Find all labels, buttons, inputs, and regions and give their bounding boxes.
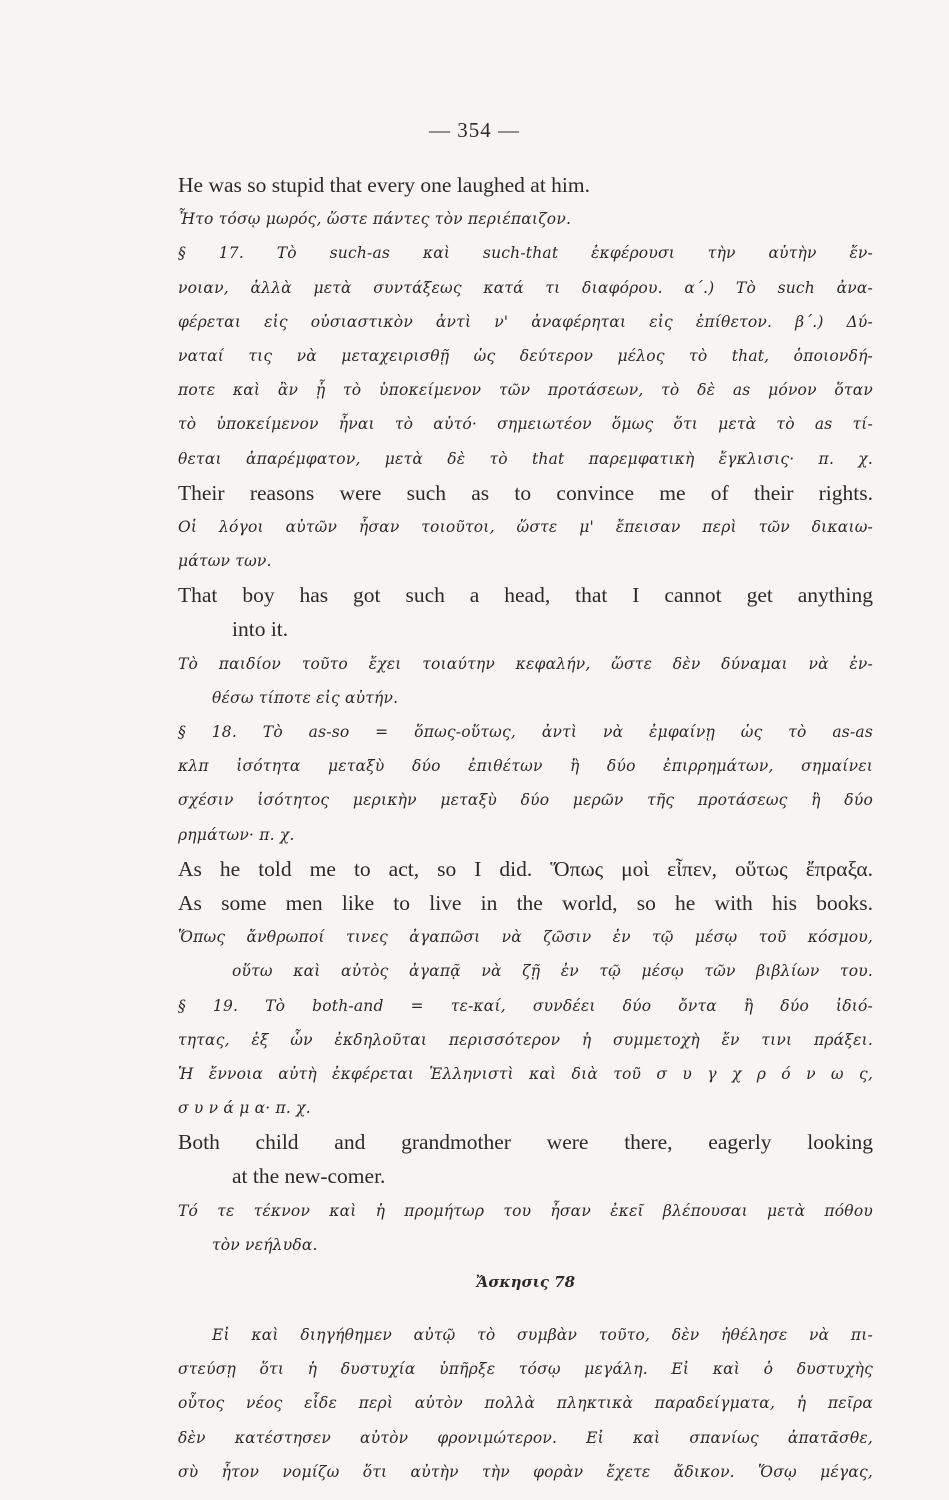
main-text [178,168,873,1262]
text-line: φέρεται εἰς οὐσιαστικὸν ἀντὶ ν' ἀναφέρηται εἰς ἐπίθετον. β΄.) Δύ- [178,312,873,331]
text-line: § 18. Τὸ as-so = ὅπως-οὕτως, ἀντὶ νὰ ἐμφαίνῃ ὡς τὸ as-as [178,723,873,741]
text-line: He was so stupid that every one laughed at him. [178,173,590,197]
page-body [178,168,873,1489]
text-line: κλπ ἰσότητα μεταξὺ δύο ἐπιθέτων ἢ δύο ἐπιρρημάτων, σημαίνει [178,757,873,776]
exercise-line: σὺ ἦτον νομίζω ὅτι αὐτὴν τὴν φορὰν ἔχετε ἄδικον. Ὅσῳ μέγας, [178,1462,873,1481]
text-line: § 19. Τὸ both-and = τε-καί, συνδέει δύο ὄντα ἢ δύο ἰδιό- [178,996,873,1015]
text-line: into it. [232,617,289,642]
text-line: ποτε καὶ ἂν ᾖ τὸ ὑποκείμενον τῶν προτάσεων, τὸ δὲ as μόνον ὅταν [178,381,873,400]
text-line: at the new-comer. [232,1164,386,1189]
exercise-heading: Ἄσκησις 78 [475,1273,576,1291]
text-line: μάτων των. [178,552,272,571]
exercise-line: στεύσῃ ὅτι ἡ δυστυχία ὑπῆρξε τόσῳ μεγάλη. Εἰ καὶ ὁ δυστυχὴς [178,1360,873,1379]
text-line: τὸ ὑποκείμενον ἦναι τὸ αὐτό· σημειωτέον ὅμως ὅτι μετὰ τὸ as τί- [178,415,873,434]
text-line: θέσω τίποτε εἰς αὐτήν. [212,688,399,707]
text-line: Ἦτο τόσῳ μωρός, ὥστε πάντες τὸν περιέπαιζον. [178,210,572,229]
text-line: As he told me to act, so I did. Ὅπως μοὶ εἶπεν, οὕτως ἔπραξα. [178,856,873,881]
text-line: Οἱ λόγοι αὐτῶν ἦσαν τοιοῦτοι, ὥστε μ' ἔπεισαν περὶ τῶν δικαιω- [178,517,873,536]
text-line: ρημάτων· π. χ. [178,825,295,844]
exercise-line: Εἰ καὶ διηγήθημεν αὐτῷ τὸ συμβὰν τοῦτο, δὲν ἠθέλησε νὰ πι- [212,1326,873,1344]
text-line: Both child and grandmother were there, eagerly looking [178,1130,873,1155]
text-line: τὸν νεήλυδα. [212,1235,318,1254]
text-line: οὕτω καὶ αὐτὸς ἀγαπᾷ νὰ ζῇ ἐν τῷ μέσῳ τῶν βιβλίων του. [232,962,873,981]
text-line: νοιαν, ἀλλὰ μετὰ συντάξεως κατά τι διαφόρου. α΄.) Τὸ such ἀνα- [178,278,873,297]
text-line: As some men like to live in the world, so he with his books. [178,890,873,915]
text-line: θεται ἀπαρέμφατον, μετὰ δὲ τὸ that παρεμφατικὴ ἔγκλισις· π. χ. [178,449,873,468]
text-line: σχέσιν ἰσότητος μερικὴν μεταξὺ δύο μερῶν τῆς προτάσεως ἢ δύο [178,791,873,810]
exercise-heading-row [178,1262,873,1302]
text-line: ναταί τις νὰ μεταχειρισθῇ ὡς δεύτερον μέλος τὸ that, ὁποιονδή- [178,346,873,365]
text-line: Ἡ ἔννοια αὐτὴ ἐκφέρεται Ἑλληνιστὶ καὶ διὰ τοῦ σ υ γ χ ρ ό ν ω ς, [178,1064,873,1083]
text-line: Τό τε τέκνον καὶ ἡ προμήτωρ του ἦσαν ἐκεῖ βλέπουσαι μετὰ πόθου [178,1201,873,1220]
exercise-line: οὗτος νέος εἶδε περὶ αὐτὸν πολλὰ πληκτικὰ παραδείγματα, ἡ πεῖρα [178,1394,873,1413]
spacer [178,1302,873,1318]
text-line: Their reasons were such as to convince me of their rights. [178,480,873,505]
text-line: σ υ ν ά μ α· π. χ. [178,1099,311,1118]
text-line: That boy has got such a head, that I cannot get anything [178,583,873,608]
exercise-line: δὲν κατέστησεν αὐτὸν φρονιμώτερον. Εἰ καὶ σπανίως ἀπατᾶσθε, [178,1428,873,1447]
text-line: Ὅπως ἄνθρωποί τινες ἀγαπῶσι νὰ ζῶσιν ἐν τῷ μέσῳ τοῦ κόσμου, [178,928,873,947]
page-number: — 354 — [429,118,520,142]
text-line: Τὸ παιδίον τοῦτο ἔχει τοιαύτην κεφαλήν, ὥστε δὲν δύναμαι νὰ ἐν- [178,654,873,673]
text-line: § 17. Τὸ such-as καὶ such-that ἐκφέρουσι τὴν αὐτὴν ἔν- [178,244,873,263]
exercise-text [178,1318,873,1489]
text-line: τητας, ἐξ ὧν ἐκδηλοῦται περισσότερον ἡ συμμετοχὴ ἔν τινι πράξει. [178,1030,873,1049]
